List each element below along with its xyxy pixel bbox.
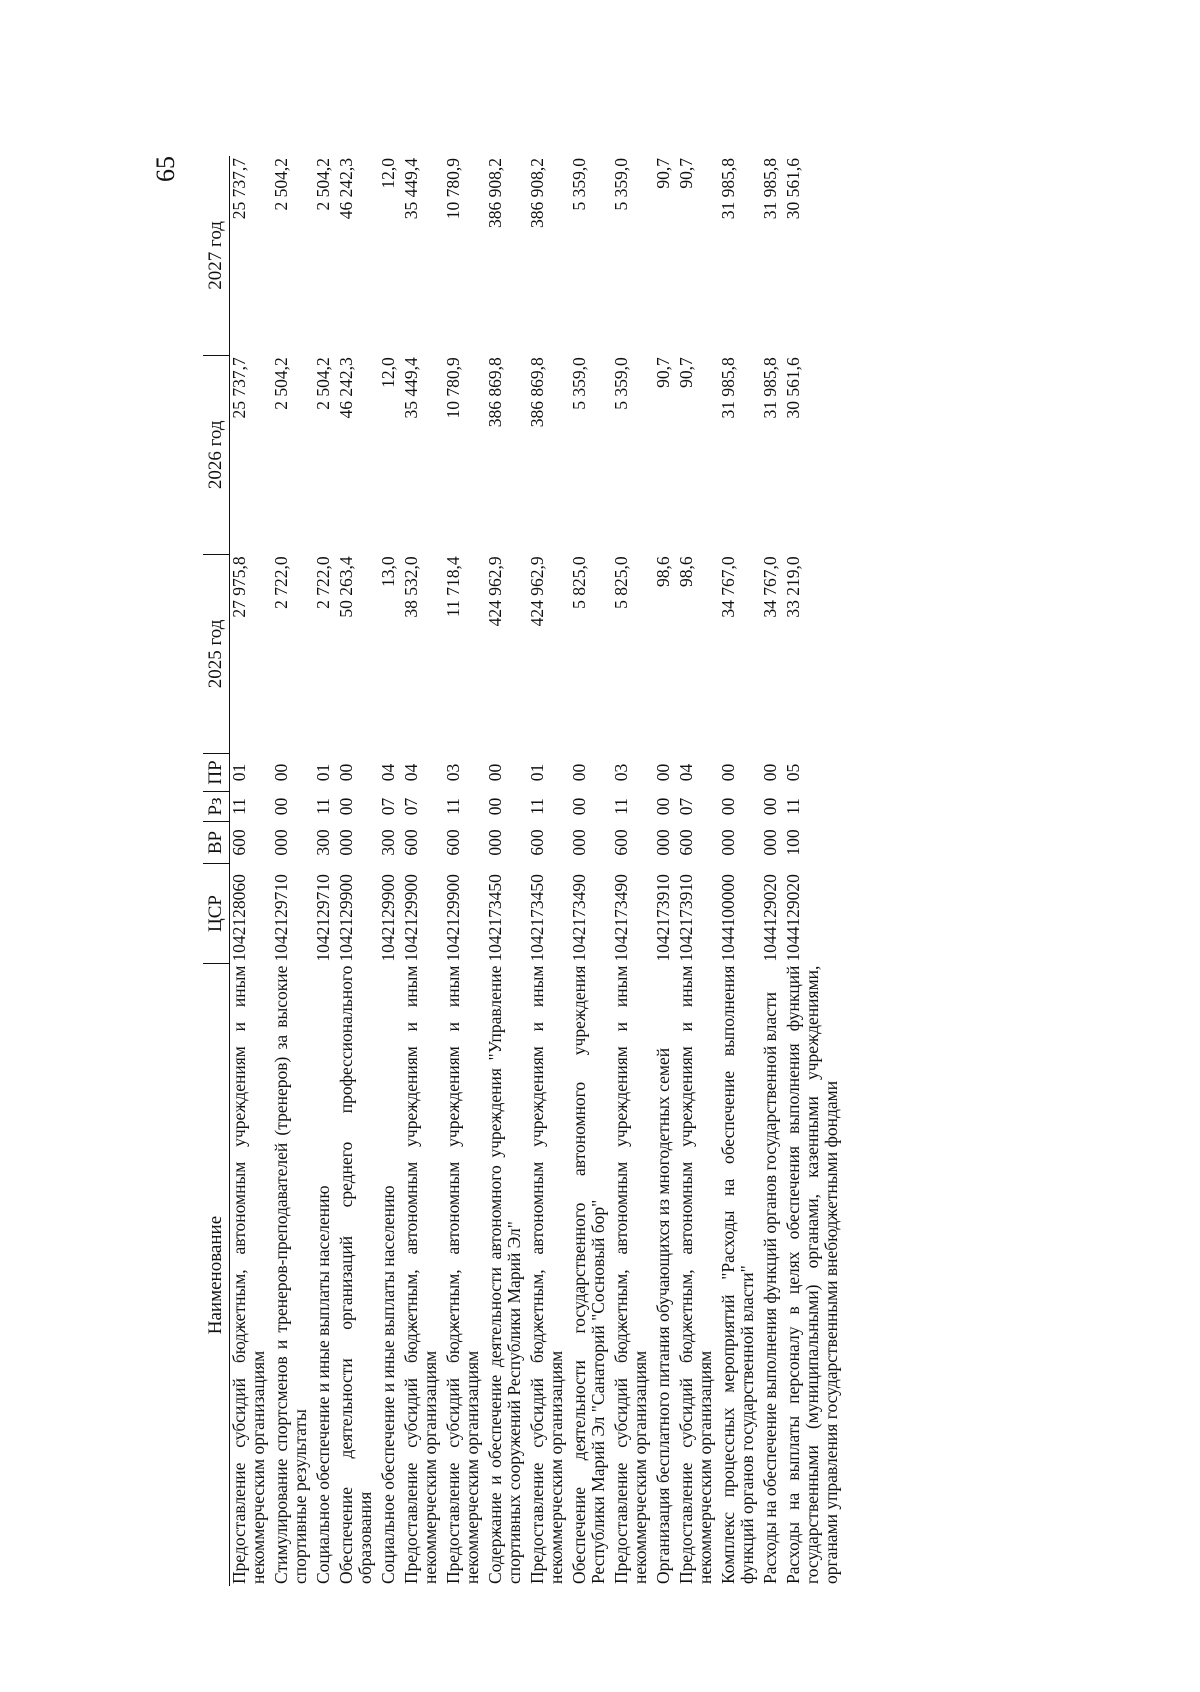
row-2027: 386 908,2: [485, 158, 505, 228]
row-2026: 10 780,9: [443, 357, 463, 419]
row-2026: 5 359,0: [611, 357, 631, 410]
row-rz: 07: [378, 797, 398, 816]
row-2026: 35 449,4: [401, 357, 421, 419]
row-csr: 1044129020: [760, 874, 780, 962]
table-row: [314, 156, 337, 1586]
page-number: 65: [151, 156, 180, 182]
row-name: Предоставление субсидий бюджетным, автономным учреждениям и иным некоммерческим организациям: [443, 965, 482, 1584]
row-rz: 00: [336, 797, 356, 816]
row-rz: 11: [527, 798, 547, 815]
row-name: Социальное обеспечение и иные выплаты населению: [378, 1185, 398, 1584]
row-name: Предоставление субсидий бюджетным, автономным учреждениям и иным некоммерческим организациям: [611, 965, 650, 1584]
row-2026: 5 359,0: [569, 357, 589, 410]
row-2027: 2 504,2: [313, 158, 333, 211]
row-2026: 30 561,6: [783, 357, 803, 419]
row-2025: 38 532,0: [401, 556, 421, 618]
row-rz: 07: [676, 797, 696, 816]
row-pr: 00: [760, 763, 780, 782]
row-2025: 424 962,9: [485, 556, 505, 627]
row-rz: 11: [783, 798, 803, 815]
row-name: Организация бесплатного питания обучающихся из многодетных семей: [653, 1047, 673, 1584]
row-2025: 34 767,0: [718, 556, 738, 618]
row-csr: 1042129900: [336, 874, 356, 962]
row-rz: 07: [401, 797, 421, 816]
row-csr: 1042129710: [271, 874, 291, 962]
row-csr: 1042173910: [676, 874, 696, 962]
row-2026: 31 985,8: [718, 357, 738, 419]
table-row: [784, 156, 845, 1586]
row-2025: 50 263,4: [336, 556, 356, 618]
table-row: [402, 156, 444, 1586]
row-2026: 2 504,2: [271, 357, 291, 410]
row-rz: 00: [569, 797, 589, 816]
row-name: Обеспечение деятельности организаций среднего профессионального образования: [336, 965, 375, 1584]
row-name: Расходы на обеспечение выполнения функций органов государственной власти: [760, 992, 780, 1584]
row-pr: 03: [443, 763, 463, 782]
row-pr: 04: [401, 763, 421, 782]
row-vr: 000: [336, 829, 356, 856]
row-2026: 31 985,8: [760, 357, 780, 419]
row-name: Содержание и обеспечение деятельности автономного учреждения "Управление спортивных сооружений Республики Марий Эл": [485, 965, 524, 1584]
header-name: Наименование: [203, 964, 230, 1586]
row-pr: 00: [271, 763, 291, 782]
row-pr: 00: [718, 763, 738, 782]
header-pr: ПР: [203, 753, 230, 791]
row-csr: 1042173450: [527, 874, 547, 962]
row-2027: 2 504,2: [271, 158, 291, 211]
row-pr: 04: [676, 763, 696, 782]
row-name: Обеспечение деятельности государственного автономного учреждения Республики Марий Эл "Санаторий "Сосновый бор": [569, 965, 608, 1584]
rotated-content: [151, 156, 923, 1586]
row-2026: 386 869,8: [527, 357, 547, 428]
row-2025: 11 718,4: [443, 556, 463, 617]
table-row: [486, 156, 528, 1586]
row-csr: 1042173490: [569, 874, 589, 962]
row-name: Стимулирование спортсменов и тренеров-преподавателей (тренеров) за высокие спортивные результаты: [271, 965, 310, 1584]
table-row: [379, 156, 402, 1586]
table-header-row: [203, 156, 230, 1586]
table-row: [528, 156, 570, 1586]
row-csr: 1042173450: [485, 874, 505, 962]
row-csr: 1042129900: [378, 874, 398, 962]
row-2027: 25 737,7: [229, 158, 249, 220]
row-rz: 00: [653, 797, 673, 816]
table-row: [337, 156, 379, 1586]
row-2025: 424 962,9: [527, 556, 547, 627]
row-csr: 1044100000: [718, 874, 738, 962]
row-vr: 000: [760, 829, 780, 856]
row-2025: 2 722,0: [271, 556, 291, 609]
row-2027: 46 242,3: [336, 158, 356, 220]
row-rz: 00: [760, 797, 780, 816]
row-csr: 1042129900: [401, 874, 421, 962]
row-vr: 300: [313, 829, 333, 856]
row-rz: 11: [611, 798, 631, 815]
table-row: [761, 156, 784, 1586]
row-2025: 13,0: [378, 556, 398, 587]
row-csr: 1042128060: [229, 874, 249, 962]
row-2027: 5 359,0: [611, 158, 631, 211]
row-2027: 31 985,8: [760, 158, 780, 220]
row-2027: 35 449,4: [401, 158, 421, 220]
table-row: [719, 156, 761, 1586]
row-2027: 90,7: [676, 158, 696, 189]
row-2026: 90,7: [676, 357, 696, 388]
row-rz: 00: [718, 797, 738, 816]
row-vr: 600: [611, 829, 631, 856]
header-2025: 2025 год: [203, 554, 230, 753]
table-body: [230, 156, 846, 1586]
row-name: Предоставление субсидий бюджетным, автономным учреждениям и иным некоммерческим организациям: [401, 965, 440, 1584]
row-2026: 386 869,8: [485, 357, 505, 428]
row-2025: 34 767,0: [760, 556, 780, 618]
row-2027: 12,0: [378, 158, 398, 189]
row-csr: 1042173490: [611, 874, 631, 962]
row-rz: 11: [313, 798, 333, 815]
budget-table: [203, 156, 845, 1586]
row-pr: 01: [527, 763, 547, 782]
row-pr: 00: [336, 763, 356, 782]
row-name: Социальное обеспечение и иные выплаты населению: [313, 1185, 333, 1584]
row-rz: 11: [229, 798, 249, 815]
table-row: [272, 156, 314, 1586]
row-2026: 12,0: [378, 357, 398, 388]
row-pr: 05: [783, 763, 803, 782]
header-csr: ЦСР: [203, 864, 230, 964]
row-vr: 000: [271, 829, 291, 856]
row-vr: 600: [527, 829, 547, 856]
row-vr: 100: [783, 829, 803, 856]
row-vr: 600: [401, 829, 421, 856]
header-rz: Рз: [203, 791, 230, 821]
row-rz: 00: [271, 797, 291, 816]
row-2027: 31 985,8: [718, 158, 738, 220]
table-row: [444, 156, 486, 1586]
row-rz: 00: [485, 797, 505, 816]
row-vr: 600: [443, 829, 463, 856]
header-vr: ВР: [203, 822, 230, 864]
row-vr: 000: [718, 829, 738, 856]
table-row: [677, 156, 719, 1586]
row-2026: 46 242,3: [336, 357, 356, 419]
row-vr: 600: [676, 829, 696, 856]
row-rz: 11: [443, 798, 463, 815]
row-vr: 300: [378, 829, 398, 856]
row-pr: 01: [229, 763, 249, 782]
row-pr: 04: [378, 763, 398, 782]
row-2026: 2 504,2: [313, 357, 333, 410]
row-name: Предоставление субсидий бюджетным, автономным учреждениям и иным некоммерческим организациям: [676, 965, 715, 1584]
table-row: [230, 156, 273, 1586]
row-pr: 01: [313, 763, 333, 782]
row-2025: 98,6: [653, 556, 673, 587]
row-vr: 000: [653, 829, 673, 856]
row-2026: 25 737,7: [229, 357, 249, 419]
row-csr: 1042129900: [443, 874, 463, 962]
row-csr: 1042173910: [653, 874, 673, 962]
row-vr: 600: [229, 829, 249, 856]
row-2027: 5 359,0: [569, 158, 589, 211]
row-name: Комплекс процессных мероприятий "Расходы на обеспечение выполнения функций органов государственной власти": [718, 965, 757, 1584]
header-2027: 2027 год: [203, 156, 230, 355]
row-2027: 90,7: [653, 158, 673, 189]
row-2027: 30 561,6: [783, 158, 803, 220]
row-2027: 10 780,9: [443, 158, 463, 220]
row-name: Расходы на выплаты персоналу в целях обеспечения выполнения функций государственными (муниципальными) органами, казенными учреждениями, органами управления государственными внебюджетными фондами: [783, 965, 841, 1584]
row-csr: 1044129020: [783, 874, 803, 962]
row-pr: 00: [653, 763, 673, 782]
row-2026: 90,7: [653, 357, 673, 388]
row-2025: 33 219,0: [783, 556, 803, 618]
table-row: [612, 156, 654, 1586]
row-vr: 000: [485, 829, 505, 856]
row-vr: 000: [569, 829, 589, 856]
table-row: [654, 156, 677, 1586]
row-pr: 00: [485, 763, 505, 782]
row-pr: 03: [611, 763, 631, 782]
row-pr: 00: [569, 763, 589, 782]
row-name: Предоставление субсидий бюджетным, автономным учреждениям и иным некоммерческим организациям: [527, 965, 566, 1584]
header-2026: 2026 год: [203, 355, 230, 554]
row-csr: 1042129710: [313, 874, 333, 962]
row-2027: 386 908,2: [527, 158, 547, 228]
row-name: Предоставление субсидий бюджетным, автономным учреждениям и иным некоммерческим организациям: [229, 965, 268, 1584]
row-2025: 2 722,0: [313, 556, 333, 609]
row-2025: 98,6: [676, 556, 696, 587]
row-2025: 27 975,8: [229, 556, 249, 618]
table-row: [570, 156, 612, 1586]
row-2025: 5 825,0: [569, 556, 589, 609]
row-2025: 5 825,0: [611, 556, 631, 609]
